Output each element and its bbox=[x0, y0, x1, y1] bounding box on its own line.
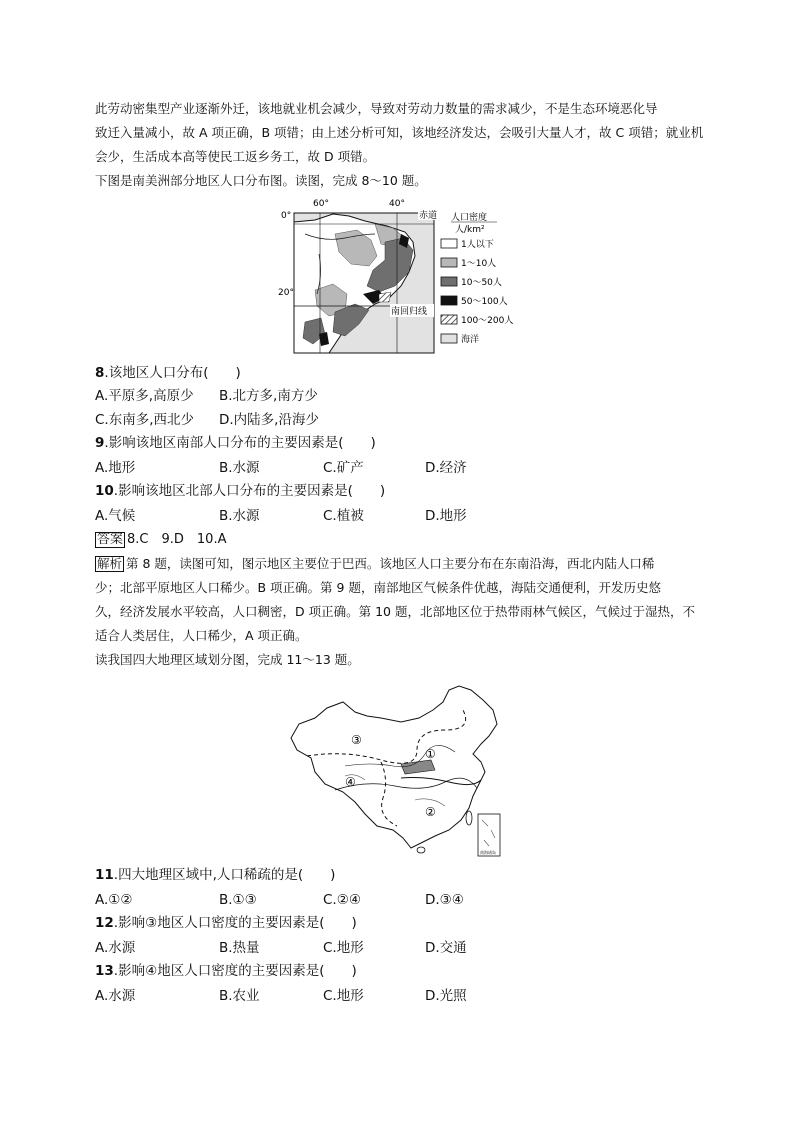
legend-swatch-4 bbox=[441, 296, 457, 305]
question-12-option-d[interactable]: D.交通 bbox=[425, 940, 467, 956]
question-13-options bbox=[95, 987, 467, 1005]
question-13-number: 13 bbox=[95, 963, 114, 979]
question-12-option-c[interactable]: C.地形 bbox=[323, 940, 364, 956]
answer-text: 8.C 9.D 10.A bbox=[127, 532, 227, 547]
question-8-options-row1 bbox=[95, 387, 318, 405]
question-8-option-a[interactable]: A.平原多,高原少 bbox=[95, 388, 194, 404]
question-9-option-c[interactable]: C.矿产 bbox=[323, 460, 364, 476]
region-3-label: ③ bbox=[351, 733, 362, 747]
question-9-options bbox=[95, 459, 467, 477]
question-11-option-a[interactable]: A.①② bbox=[95, 892, 133, 908]
equator-label: 赤道 bbox=[419, 211, 438, 221]
tropic-label: 南回归线 bbox=[391, 307, 428, 317]
question-9 bbox=[95, 435, 376, 451]
south-america-population-map bbox=[275, 194, 525, 356]
question-13-option-c[interactable]: C.地形 bbox=[323, 988, 364, 1004]
analysis-text-1: 第 8 题，读图可知，图示地区主要位于巴西。该地区人口主要分布在东南沿海，西北内陆人口稀 bbox=[126, 556, 655, 571]
analysis-line-4: 适合人类居住，人口稀少，A 项正确。 bbox=[95, 628, 308, 643]
question-9-stem: .影响该地区南部人口分布的主要因素是( ) bbox=[104, 435, 376, 451]
question-8 bbox=[95, 365, 241, 381]
question-13-option-b[interactable]: B.农业 bbox=[219, 988, 260, 1004]
question-13-stem: .影响④地区人口密度的主要因素是( ) bbox=[113, 963, 357, 979]
question-8-option-c[interactable]: C.东南多,西北少 bbox=[95, 412, 195, 428]
question-13 bbox=[95, 963, 357, 979]
legend-swatch-2 bbox=[441, 258, 457, 267]
legend-swatch-6 bbox=[441, 334, 457, 343]
question-8-number: 8 bbox=[95, 365, 105, 381]
question-11 bbox=[95, 867, 335, 883]
analysis-line-3: 久，经济发展水平较高，人口稠密，D 项正确。第 10 题，北部地区位于热带雨林气候区，气候过于湿热，不 bbox=[95, 604, 695, 619]
lon-40-label: 40° bbox=[389, 199, 405, 209]
prompt-11-13: 读我国四大地理区域划分图，完成 11～13 题。 bbox=[95, 652, 360, 667]
question-13-option-d[interactable]: D.光照 bbox=[425, 988, 467, 1004]
intro-line-3: 会少，生活成本高等使民工返乡务工，故 D 项错。 bbox=[95, 149, 376, 164]
legend-swatch-1 bbox=[441, 239, 457, 248]
question-8-option-d[interactable]: D.内陆多,沿海少 bbox=[219, 412, 319, 428]
question-10-option-d[interactable]: D.地形 bbox=[425, 508, 467, 524]
intro-line-1: 此劳动密集型产业逐渐外迁，该地就业机会减少，导致对劳动力数量的需求减少，不是生态环境恶化导 bbox=[95, 101, 658, 116]
question-11-options bbox=[95, 891, 464, 909]
lon-60-label: 60° bbox=[313, 199, 329, 209]
region-1-label: ① bbox=[425, 747, 436, 761]
question-13-option-a[interactable]: A.水源 bbox=[95, 988, 136, 1004]
question-12-options bbox=[95, 939, 467, 957]
prompt-8-10: 下图是南美洲部分地区人口分布图。读图，完成 8～10 题。 bbox=[95, 173, 427, 188]
legend-unit: 人/km² bbox=[455, 225, 485, 235]
china-outline bbox=[291, 686, 497, 848]
legend-label-1: 1人以下 bbox=[461, 240, 494, 250]
intro-line-2: 致迁入量减小，故 A 项正确，B 项错；由上述分析可知，该地经济发达，会吸引大量人才，故 C 项错；就业机 bbox=[95, 125, 704, 140]
question-9-option-d[interactable]: D.经济 bbox=[425, 460, 467, 476]
answer-tag: 答案 bbox=[97, 532, 124, 547]
question-12 bbox=[95, 915, 357, 931]
answer-line bbox=[95, 532, 226, 548]
question-11-stem: .四大地理区域中,人口稀疏的是( ) bbox=[113, 867, 336, 883]
legend-label-2: 1～10人 bbox=[461, 259, 497, 269]
analysis-line-1 bbox=[95, 556, 654, 572]
question-11-option-c[interactable]: C.②④ bbox=[323, 892, 361, 908]
legend-swatch-3 bbox=[441, 277, 457, 286]
question-10-option-a[interactable]: A.气候 bbox=[95, 508, 136, 524]
question-11-option-b[interactable]: B.①③ bbox=[219, 892, 257, 908]
question-8-stem: .该地区人口分布( ) bbox=[104, 365, 241, 381]
lat-0-label: 0° bbox=[281, 211, 292, 221]
question-12-stem: .影响③地区人口密度的主要因素是( ) bbox=[113, 915, 357, 931]
legend-label-3: 10～50人 bbox=[461, 278, 502, 288]
question-9-option-a[interactable]: A.地形 bbox=[95, 460, 136, 476]
question-10-number: 10 bbox=[95, 483, 114, 499]
legend-label-6: 海洋 bbox=[461, 335, 480, 345]
legend-label-4: 50～100人 bbox=[461, 297, 508, 307]
region-4-label: ④ bbox=[345, 775, 356, 789]
legend-label-5: 100～200人 bbox=[461, 316, 514, 326]
question-12-option-b[interactable]: B.热量 bbox=[219, 940, 260, 956]
question-9-option-b[interactable]: B.水源 bbox=[219, 460, 260, 476]
region-2-label: ② bbox=[425, 805, 436, 819]
inset-label: 南海诸岛 bbox=[480, 850, 496, 855]
analysis-line-2: 少；北部平原地区人口稀少。B 项正确。第 9 题，南部地区气候条件优越，海陆交通便利，开发历史悠 bbox=[95, 580, 661, 595]
analysis-tag: 解析 bbox=[97, 556, 123, 571]
question-10-option-c[interactable]: C.植被 bbox=[323, 508, 364, 524]
china-regions-map bbox=[285, 680, 510, 860]
question-10-option-b[interactable]: B.水源 bbox=[219, 508, 260, 524]
legend-swatch-5 bbox=[441, 315, 457, 324]
question-10-options bbox=[95, 507, 467, 525]
question-10 bbox=[95, 483, 385, 499]
question-12-number: 12 bbox=[95, 915, 114, 931]
question-8-options-row2 bbox=[95, 411, 319, 429]
question-12-option-a[interactable]: A.水源 bbox=[95, 940, 136, 956]
question-10-stem: .影响该地区北部人口分布的主要因素是( ) bbox=[113, 483, 386, 499]
question-8-option-b[interactable]: B.北方多,南方少 bbox=[219, 388, 318, 404]
question-11-number: 11 bbox=[95, 867, 114, 883]
lat-20-label: 20° bbox=[278, 288, 294, 298]
legend-title: 人口密度 bbox=[451, 213, 488, 223]
question-9-number: 9 bbox=[95, 435, 105, 451]
question-11-option-d[interactable]: D.③④ bbox=[425, 892, 464, 908]
